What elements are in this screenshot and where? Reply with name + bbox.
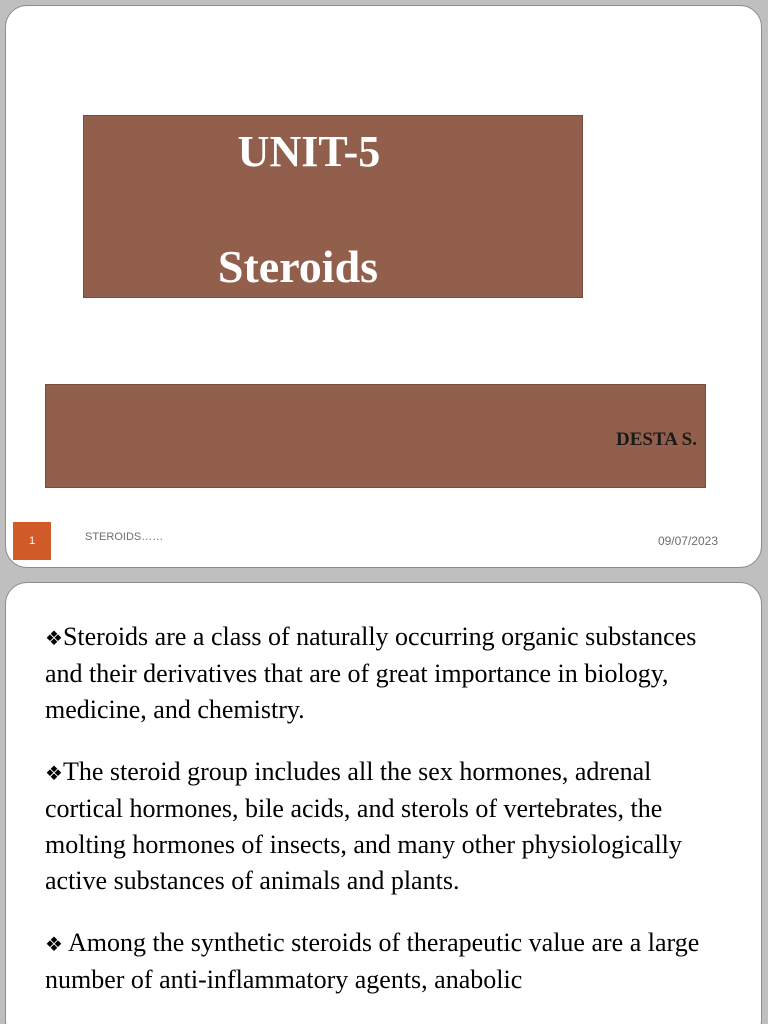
- title-box: [83, 115, 583, 298]
- slide-content: [5, 582, 762, 1024]
- author-box: [45, 384, 706, 488]
- slide-title: [5, 5, 762, 568]
- diamond-bullet-icon: ❖: [45, 932, 63, 956]
- bullet-text: Steroids are a class of naturally occurring organic substances and their derivatives that are of great importance in biology, medicine, and chemistry.: [45, 622, 697, 724]
- bullet-item: [45, 754, 735, 899]
- bullet-list: [45, 619, 735, 1024]
- footer-date: 09/07/2023: [657, 534, 718, 548]
- footer-label: STEROIDS……: [85, 531, 164, 543]
- slide-number-badge: 1: [13, 522, 51, 560]
- unit-title: UNIT-5: [237, 127, 381, 176]
- author-name: DESTA S.: [616, 429, 697, 450]
- bullet-text: The steroid group includes all the sex hormones, adrenal cortical hormones, bile acids, and sterols of vertebrates, the molting hormones of insects, and many other physiologically active substances of animals and plants.: [45, 757, 682, 895]
- bullet-item: [45, 619, 735, 728]
- diamond-bullet-icon: ❖: [45, 761, 63, 785]
- bullet-item: [45, 925, 735, 998]
- diamond-bullet-icon: ❖: [45, 626, 63, 650]
- bullet-text: Among the synthetic steroids of therapeutic value are a large number of anti-inflammatory agents, anabolic: [45, 928, 700, 994]
- topic-title: Steroids: [217, 241, 379, 292]
